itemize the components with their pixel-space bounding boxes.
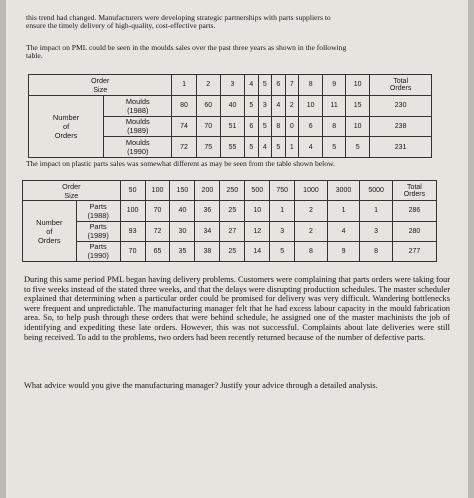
table-header-row (29, 75, 432, 96)
value-cell: 74 (172, 116, 196, 137)
table-row (29, 95, 432, 116)
value-cell: 5 (346, 137, 370, 158)
value-cell: 5 (270, 241, 295, 261)
total-cell: 231 (370, 137, 432, 158)
total-cell: 286 (392, 201, 436, 221)
value-cell: 38 (195, 241, 220, 261)
order-size-cell: 3000 (327, 181, 360, 201)
value-cell: 11 (323, 95, 346, 116)
value-cell: 1 (360, 201, 393, 221)
order-size-cell: 7 (285, 75, 299, 96)
value-cell: 70 (196, 116, 220, 137)
value-cell: 4 (272, 95, 286, 116)
row-label: Parts (1990) (76, 241, 120, 261)
order-size-cell: 250 (220, 181, 245, 201)
value-cell: 4 (299, 137, 323, 158)
row-label: Moulds (1990) (104, 137, 172, 158)
order-size-cell: 9 (323, 75, 346, 96)
document-page (6, 0, 468, 498)
row-label: Moulds (1989) (104, 116, 172, 137)
order-size-cell: 5000 (360, 181, 393, 201)
value-cell: 3 (360, 221, 393, 241)
value-cell: 40 (220, 95, 244, 116)
parts-sales-table (22, 180, 437, 262)
value-cell: 72 (145, 221, 170, 241)
order-size-cell: 8 (299, 75, 323, 96)
total-cell: 280 (392, 221, 436, 241)
value-cell: 93 (120, 221, 145, 241)
value-cell: 0 (285, 116, 299, 137)
value-cell: 14 (245, 241, 270, 261)
order-size-cell: 100 (145, 181, 170, 201)
intro-paragraph: this trend had changed. Manufacturers were developing strategic partnerships with parts suppliers to ensure the timely delivery of high-quality, cost-effective parts. (26, 13, 331, 31)
value-cell: 100 (120, 201, 145, 221)
value-cell: 4 (258, 137, 272, 158)
order-size-cell: 750 (270, 181, 295, 201)
value-cell: 70 (145, 201, 170, 221)
value-cell: 35 (170, 241, 195, 261)
value-cell: 6 (245, 116, 259, 137)
value-cell: 51 (220, 116, 244, 137)
total-cell: 230 (370, 95, 432, 116)
order-size-cell: 1 (172, 75, 196, 96)
value-cell: 10 (346, 116, 370, 137)
order-size-cell: 50 (120, 181, 145, 201)
order-size-cell: 150 (170, 181, 195, 201)
order-size-cell: 4 (245, 75, 259, 96)
value-cell: 2 (285, 95, 299, 116)
value-cell: 12 (245, 221, 270, 241)
value-cell: 30 (170, 221, 195, 241)
value-cell: 4 (327, 221, 360, 241)
case-paragraph: During this same period PML began having delivery problems. Customers were complaining that parts orders were taking four to five weeks instead of the stated three weeks, and that the delays were disrupting production schedules. The master scheduler explained that determining when a particular order could be promised for delivery was very difficult. Wandering bottlenecks were frequent and unpredictable. The manufacturing manager felt that he had excess labour capacity in the mould fabrication area. So, to help push through these orders that were behind schedule, he assigned one of the master machinists the job of identifying and expediting these late orders. However, this was not successful. Complaints about late deliveries were still being received. To add to the problems, two orders had been recently returned because of the number of defective parts. (24, 275, 450, 342)
value-cell: 27 (220, 221, 245, 241)
question: What advice would you give the manufacturing manager? Justify your advice through a detailed analysis. (24, 381, 378, 390)
value-cell: 36 (195, 201, 220, 221)
value-cell: 9 (327, 241, 360, 261)
value-cell: 10 (299, 95, 323, 116)
value-cell: 15 (346, 95, 370, 116)
value-cell: 3 (258, 95, 272, 116)
order-size-cell: 3 (220, 75, 244, 96)
value-cell: 5 (323, 137, 346, 158)
value-cell: 5 (258, 116, 272, 137)
row-label: Parts (1988) (76, 201, 120, 221)
order-size-header: Order Size (29, 75, 172, 96)
value-cell: 1 (285, 137, 299, 158)
value-cell: 10 (245, 201, 270, 221)
value-cell: 1 (327, 201, 360, 221)
value-cell: 60 (196, 95, 220, 116)
total-cell: 277 (392, 241, 436, 261)
order-size-header: Order Size (23, 181, 121, 201)
value-cell: 2 (295, 221, 328, 241)
value-cell: 75 (196, 137, 220, 158)
value-cell: 6 (299, 116, 323, 137)
value-cell: 40 (170, 201, 195, 221)
value-cell: 8 (272, 116, 286, 137)
total-orders-header: Total Orders (392, 181, 436, 201)
table-row (23, 241, 437, 261)
table-row (23, 221, 437, 241)
value-cell: 3 (270, 221, 295, 241)
moulds-sales-table (28, 74, 432, 158)
order-size-cell: 10 (346, 75, 370, 96)
value-cell: 65 (145, 241, 170, 261)
value-cell: 8 (295, 241, 328, 261)
order-size-cell: 6 (272, 75, 286, 96)
value-cell: 8 (360, 241, 393, 261)
total-cell: 238 (370, 116, 432, 137)
order-size-cell: 1000 (295, 181, 328, 201)
row-label: Moulds (1988) (104, 95, 172, 116)
value-cell: 70 (120, 241, 145, 261)
moulds-caption: The impact on PML could be seen in the moulds sales over the past three years as shown in the following table. (26, 43, 347, 61)
parts-caption: The impact on plastic parts sales was somewhat different as may be seen from the table shown below. (26, 159, 335, 168)
row-label: Parts (1989) (76, 221, 120, 241)
value-cell: 1 (270, 201, 295, 221)
total-orders-header: Total Orders (370, 75, 432, 96)
table-row (23, 201, 437, 221)
value-cell: 5 (272, 137, 286, 158)
value-cell: 80 (172, 95, 196, 116)
order-size-cell: 5 (258, 75, 272, 96)
value-cell: 55 (220, 137, 244, 158)
value-cell: 72 (172, 137, 196, 158)
value-cell: 8 (323, 116, 346, 137)
order-size-cell: 200 (195, 181, 220, 201)
number-of-orders-label: Number of Orders (29, 95, 104, 157)
number-of-orders-label: Number of Orders (23, 201, 77, 262)
order-size-cell: 2 (196, 75, 220, 96)
order-size-cell: 500 (245, 181, 270, 201)
value-cell: 5 (245, 137, 259, 158)
value-cell: 25 (220, 241, 245, 261)
value-cell: 5 (245, 95, 259, 116)
value-cell: 34 (195, 221, 220, 241)
value-cell: 2 (295, 201, 328, 221)
value-cell: 25 (220, 201, 245, 221)
table-header-row (23, 181, 437, 201)
